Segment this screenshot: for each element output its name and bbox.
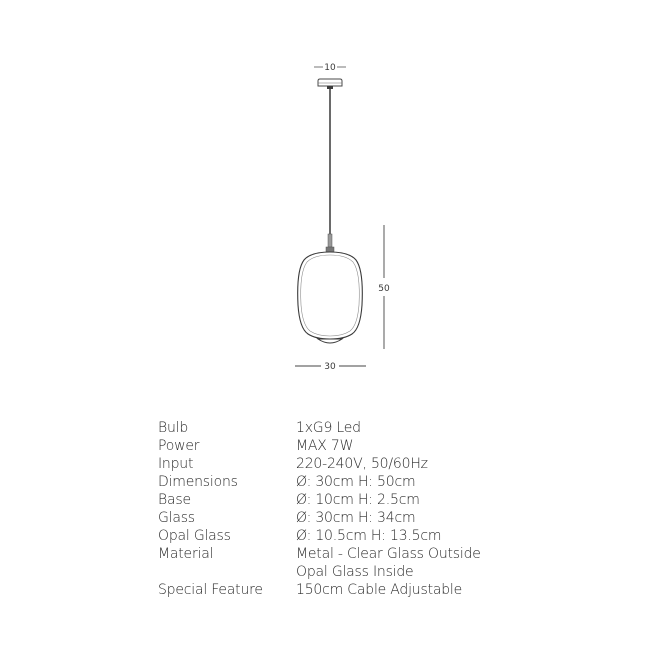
spec-values	[296, 545, 481, 581]
width-label: 30	[324, 362, 336, 372]
spec-label: Opal Glass	[158, 528, 231, 544]
spec-value: Ø: 10cm H: 2.5cm	[296, 492, 420, 508]
spec-value: MAX 7W	[296, 438, 354, 454]
spec-row	[158, 455, 481, 473]
width-dimension	[295, 362, 366, 372]
spec-values	[296, 419, 361, 437]
spec-table	[158, 419, 481, 599]
spec-row	[158, 437, 481, 455]
spec-label: Material	[158, 546, 214, 562]
spec-label: Power	[158, 438, 200, 454]
spec-values	[296, 437, 353, 455]
top-width-label: 10	[324, 63, 336, 73]
spec-row	[158, 509, 481, 527]
canopy	[318, 79, 342, 89]
spec-value: Opal Glass Inside	[296, 564, 414, 580]
spec-values	[296, 491, 420, 509]
spec-label: Input	[158, 456, 194, 472]
spec-label: Bulb	[158, 420, 189, 436]
spec-values	[296, 581, 462, 599]
spec-label: Dimensions	[158, 474, 238, 490]
height-dimension	[378, 225, 390, 349]
spec-row	[158, 527, 481, 545]
spec-label: Glass	[158, 510, 195, 526]
spec-value: 150cm Cable Adjustable	[296, 582, 463, 598]
opal-glass-bottom	[318, 339, 342, 343]
spec-row	[158, 491, 481, 509]
spec-values	[296, 473, 415, 491]
spec-row	[158, 473, 481, 491]
spec-value: 1xG9 Led	[296, 420, 361, 436]
spec-value: Ø: 30cm H: 34cm	[296, 510, 416, 526]
lamp-holder	[326, 234, 334, 252]
spec-value: Ø: 30cm H: 50cm	[296, 474, 416, 490]
spec-value: Ø: 10.5cm H: 13.5cm	[296, 528, 442, 544]
spec-label: Special Feature	[158, 582, 263, 598]
height-label: 50	[378, 284, 390, 294]
spec-values	[296, 455, 428, 473]
spec-row	[158, 545, 481, 581]
top-dimension	[314, 63, 346, 73]
spec-values	[296, 527, 441, 545]
spec-label: Base	[158, 492, 191, 508]
spec-values	[296, 509, 415, 527]
glass-shade	[298, 252, 363, 339]
spec-row	[158, 581, 481, 599]
spec-value: 220-240V, 50/60Hz	[296, 456, 428, 472]
spec-row	[158, 419, 481, 437]
spec-value: Metal - Clear Glass Outside	[296, 546, 481, 562]
